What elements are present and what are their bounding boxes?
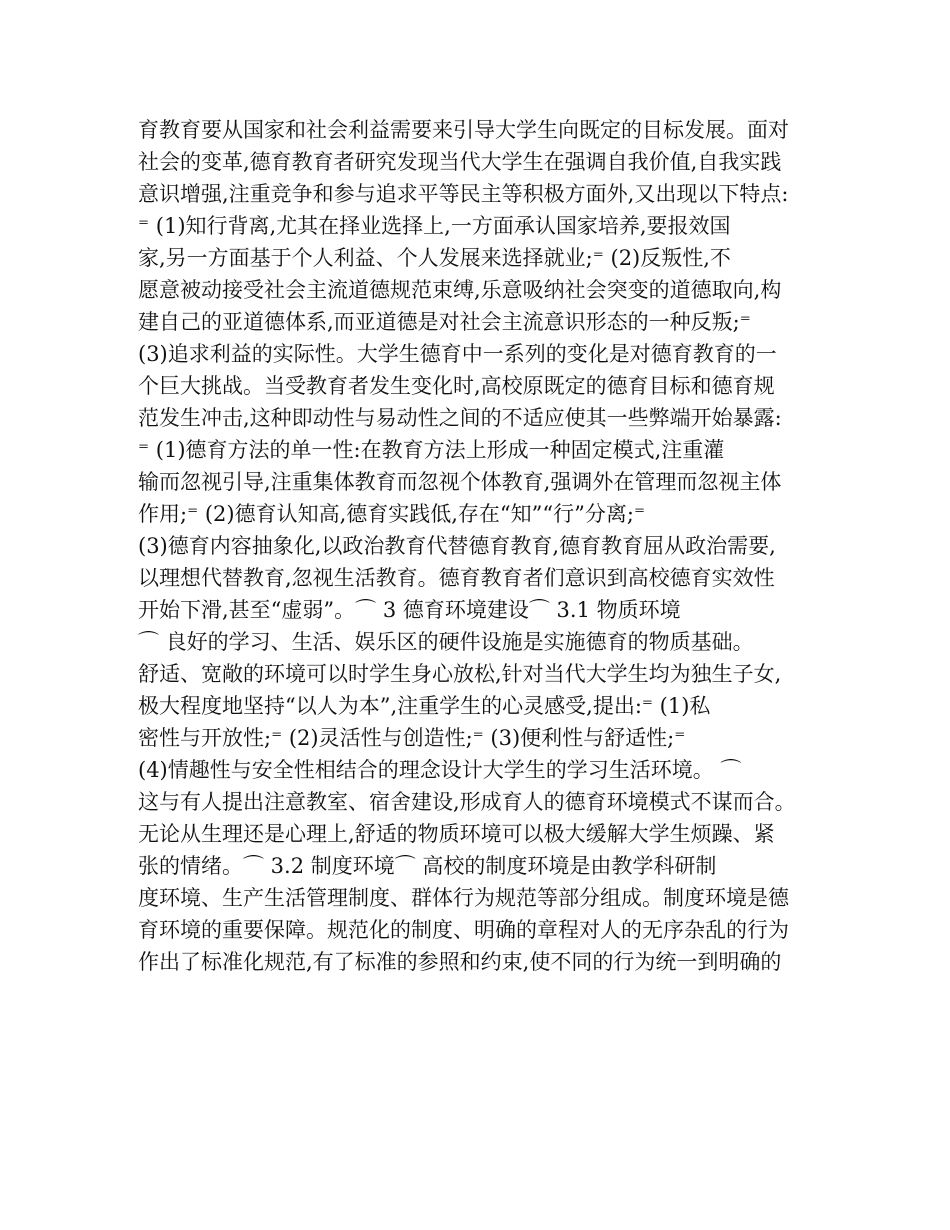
text-line: ⌒ 良好的学习、生活、娱乐区的硬件设施是实施德育的物质基础。 — [138, 630, 754, 654]
text-line: 个巨大挑战。当受教育者发生变化时,高校原既定的德育目标和德育规 — [138, 374, 775, 398]
text-line: 范发生冲击,这种即动性与易动性之间的不适应使其一些弊端开始暴露: — [138, 406, 782, 430]
text-line: (3)追求利益的实际性。大学生德育中一系列的变化是对德育教育的一 — [138, 342, 777, 366]
text-line: 作用;⁼ (2)德育认知高,德育实践低,存在“知”“行”分离;⁼ — [138, 502, 646, 526]
text-line: 意识增强,注重竞争和参与追求平等民主等积极方面外,又出现以下特点: — [138, 182, 789, 206]
text-line: 开始下滑,甚至“虚弱”。⌒ 3 德育环境建设⌒ 3.1 物质环境 — [138, 598, 681, 622]
text-line: 舒适、宽敞的环境可以时学生身心放松,针对当代大学生均为独生子女, — [138, 662, 782, 686]
text-line: 密性与开放性;⁼ (2)灵活性与创造性;⁼ (3)便利性与舒适性;⁼ — [138, 726, 686, 750]
text-line: 育环境的重要保障。规范化的制度、明确的章程对人的无序杂乱的行为 — [138, 918, 789, 942]
text-line: 极大程度地坚持“以人为本”,注重学生的心灵感受,提出:⁼ (1)私 — [138, 694, 711, 718]
text-line: 这与有人提出注意教室、宿舍建设,形成育人的德育环境模式不谋而合。 — [138, 790, 796, 814]
text-line: 以理想代替教育,忽视生活教育。德育教育者们意识到高校德育实效性 — [138, 566, 775, 590]
text-line: ⁼ (1)知行背离,尤其在择业选择上,一方面承认国家培养,要报效国 — [138, 214, 731, 238]
text-line: 社会的变革,德育教育者研究发现当代大学生在强调自我价值,自我实践 — [138, 150, 782, 174]
text-line: 家,另一方面基于个人利益、个人发展来选择就业;⁼ (2)反叛性,不 — [138, 246, 731, 270]
text-line: (3)德育内容抽象化,以政治教育代替德育教育,德育教育屈从政治需要, — [138, 534, 776, 558]
text-line: 育教育要从国家和社会利益需要来引导大学生向既定的目标发展。面对 — [138, 118, 789, 142]
body-text — [138, 114, 828, 978]
text-line: ⁼ (1)德育方法的单一性:在教育方法上形成一种固定模式,注重灌 — [138, 438, 725, 462]
text-line: 无论从生理还是心理上,舒适的物质环境可以极大缓解大学生烦躁、紧 — [138, 822, 775, 846]
text-line: 建自己的亚道德体系,而亚道德是对社会主流意识形态的一种反叛;⁼ — [138, 310, 751, 334]
text-line: 张的情绪。⌒ 3.2 制度环境⌒ 高校的制度环境是由教学科研制 — [138, 854, 717, 878]
text-line: 度环境、生产生活管理制度、群体行为规范等部分组成。制度环境是德 — [138, 886, 789, 910]
text-line: 作出了标准化规范,有了标准的参照和约束,使不同的行为统一到明确的 — [138, 950, 782, 974]
text-line: 输而忽视引导,注重集体教育而忽视个体教育,强调外在管理而忽视主体 — [138, 470, 782, 494]
text-line: 愿意被动接受社会主流道德规范束缚,乐意吸纳社会突变的道德取向,构 — [138, 278, 782, 302]
text-line: (4)情趣性与安全性相结合的理念设计大学生的学习生活环境。 ⌒ — [138, 758, 742, 782]
